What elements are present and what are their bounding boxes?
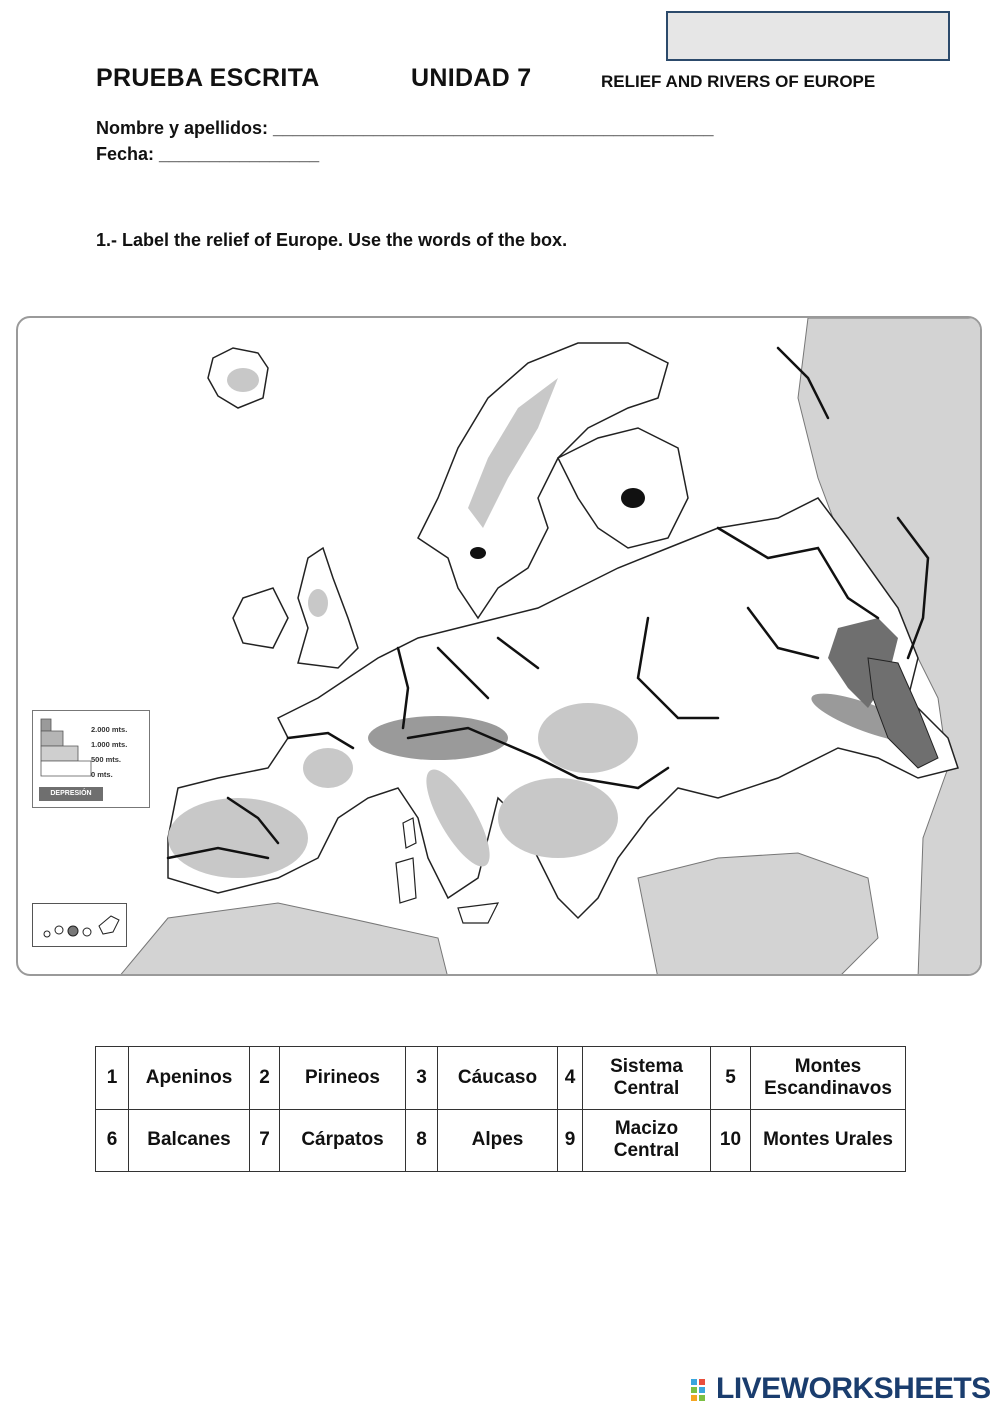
word-number: 4 [558, 1047, 583, 1110]
north-africa-land [118, 903, 448, 976]
legend-level-0: 0 mts. [91, 770, 113, 779]
map-drawing [18, 318, 982, 976]
unit-label: UNIDAD 7 [411, 64, 532, 92]
finland [558, 428, 688, 548]
score-box[interactable] [666, 11, 950, 61]
word-number: 7 [250, 1109, 280, 1172]
carpathians-relief [538, 703, 638, 773]
massif-central-relief [303, 748, 353, 788]
date-field[interactable]: Fecha: ________________ [96, 144, 320, 164]
word-cell: Montes Escandinavos [751, 1047, 906, 1110]
legend-depression: DEPRESIÓN [39, 787, 103, 801]
word-box-table [95, 1046, 906, 1172]
word-row-1 [96, 1047, 906, 1110]
legend-level-1000: 1.000 mts. [91, 740, 128, 749]
brand-name: LIVEWORKSHEETS [716, 1372, 991, 1405]
word-cell: Macizo Central [583, 1109, 711, 1172]
page-subtitle: RELIEF AND RIVERS OF EUROPE [601, 72, 876, 91]
canary-islands-inset [32, 903, 127, 947]
legend-level-500: 500 mts. [91, 755, 122, 764]
word-cell: Alpes [438, 1109, 558, 1172]
ireland [233, 588, 288, 648]
word-row-2 [96, 1109, 906, 1172]
word-cell: Apeninos [129, 1047, 250, 1110]
altitude-legend [32, 710, 150, 808]
sardinia [396, 858, 416, 903]
alps-relief [368, 716, 508, 760]
great-britain [298, 548, 358, 668]
word-number: 3 [406, 1047, 438, 1110]
word-number: 9 [558, 1109, 583, 1172]
anatomia-land [638, 853, 878, 976]
word-cell: Balcanes [129, 1109, 250, 1172]
name-field[interactable]: Nombre y apellidos: ____________________________________________ [96, 118, 714, 138]
europe-relief-map [16, 316, 982, 976]
word-cell: Cáucaso [438, 1047, 558, 1110]
word-number: 5 [711, 1047, 751, 1110]
word-cell: Cárpatos [280, 1109, 406, 1172]
canary-islands-drawing [33, 904, 125, 944]
question-1: 1.- Label the relief of Europe. Use the words of the box. [96, 230, 568, 250]
word-number: 1 [96, 1047, 129, 1110]
word-cell: Pirineos [280, 1047, 406, 1110]
word-cell: Montes Urales [751, 1109, 906, 1172]
liveworksheets-logo [690, 1372, 990, 1406]
title-row [96, 64, 956, 96]
legend-level-2000: 2.000 mts. [91, 725, 128, 734]
word-number: 2 [250, 1047, 280, 1110]
iberia-relief [168, 798, 308, 878]
sicily [458, 903, 498, 923]
word-number: 10 [711, 1109, 751, 1172]
word-number: 8 [406, 1109, 438, 1172]
balkans-relief [498, 778, 618, 858]
liveworksheets-icon [690, 1376, 714, 1402]
page-title: PRUEBA ESCRITA [96, 64, 320, 92]
word-number: 6 [96, 1109, 129, 1172]
word-cell: Sistema Central [583, 1047, 711, 1110]
corsica [403, 818, 416, 848]
